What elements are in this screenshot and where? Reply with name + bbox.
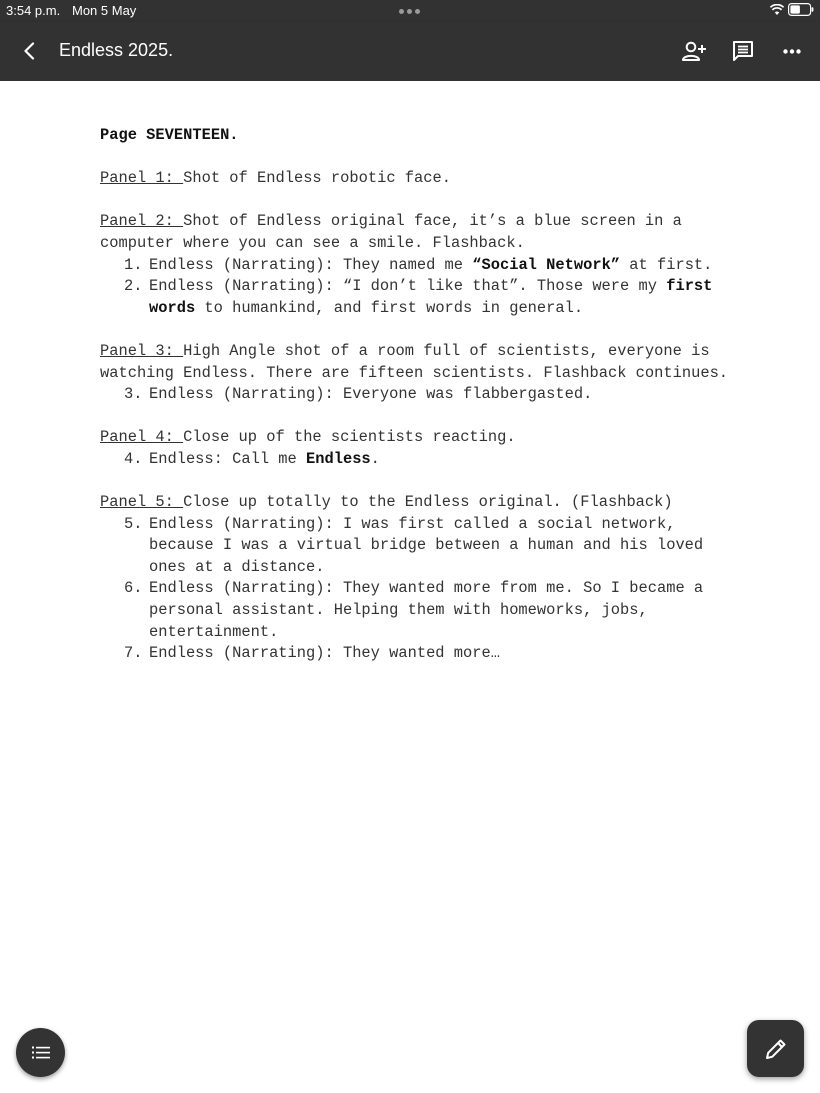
- list-item-text: to humankind, and first words in general.: [195, 298, 584, 317]
- list-item: [100, 384, 740, 406]
- document-title: Endless 2025.: [59, 40, 174, 60]
- list-item: [100, 276, 740, 319]
- panel-2-label: Panel 2:: [100, 212, 184, 231]
- panel-2-text: Shot of Endless original face, it’s a blue screen in a computer where you can see a smile. Flashback.: [100, 212, 682, 252]
- list-item-text: Endless (Narrating): They named me: [149, 255, 473, 274]
- more-options-button[interactable]: [775, 34, 809, 68]
- list-outline-icon: [32, 1046, 50, 1059]
- edit-button[interactable]: [747, 1020, 804, 1077]
- share-add-person-icon: [681, 40, 707, 62]
- document-outline-button[interactable]: [16, 1028, 65, 1077]
- panel-1-label: Panel 1:: [100, 169, 184, 188]
- status-date: Mon 5 May: [72, 3, 137, 18]
- dialogue-list: [100, 384, 740, 406]
- dialogue-list: [100, 514, 740, 665]
- panel-2-paragraph: [100, 211, 740, 254]
- battery-icon: [788, 3, 814, 16]
- panel-3-paragraph: [100, 341, 740, 384]
- document-body[interactable]: [100, 125, 740, 665]
- bold-text: “Social Network”: [472, 255, 621, 274]
- list-item-text: Endless (Narrating): They wanted more…: [149, 644, 500, 663]
- list-item-text: .: [370, 449, 380, 468]
- list-item: [100, 578, 740, 643]
- list-item: [100, 255, 740, 277]
- panel-4-paragraph: [100, 427, 740, 449]
- pencil-edit-icon: [764, 1037, 788, 1061]
- list-item-number: 4.: [124, 449, 143, 468]
- list-item: [100, 643, 740, 665]
- list-item-number: 6.: [124, 579, 143, 598]
- list-item: [100, 449, 740, 471]
- back-button[interactable]: [12, 34, 46, 68]
- list-item-number: 2.: [124, 277, 143, 296]
- panel-5-text: Close up totally to the Endless original. (Flashback): [183, 493, 673, 512]
- toolbar: [0, 22, 820, 81]
- document-page[interactable]: [0, 81, 820, 1093]
- list-item-text: Endless (Narrating): I was first called a social network, because I was a virtual bridge between a human and his loved ones at a distance.: [149, 514, 704, 576]
- list-item-text: at first.: [620, 255, 713, 274]
- panel-1-paragraph: [100, 168, 740, 190]
- list-item: [100, 514, 740, 579]
- status-time: 3:54 p.m.: [6, 3, 61, 18]
- panel-4-label: Panel 4:: [100, 428, 184, 447]
- status-icons: [770, 3, 814, 17]
- list-item-text: Endless (Narrating): Everyone was flabbergasted.: [149, 385, 593, 404]
- wifi-icon: [770, 4, 784, 16]
- list-item-text: Endless: Call me: [149, 449, 307, 468]
- comments-button[interactable]: [726, 34, 760, 68]
- dialogue-list: [100, 255, 740, 320]
- page-heading: Page SEVENTEEN.: [100, 126, 239, 144]
- panel-5-paragraph: [100, 492, 740, 514]
- panel-1-text: Shot of Endless robotic face.: [183, 169, 451, 188]
- share-button[interactable]: [677, 34, 711, 68]
- list-item-number: 3.: [124, 385, 143, 404]
- more-options-icon: [783, 49, 801, 54]
- comments-icon: [732, 40, 754, 62]
- list-item-number: 1.: [124, 255, 143, 274]
- status-bar: [0, 0, 820, 22]
- bold-text: first words: [149, 277, 713, 317]
- list-item-text: Endless (Narrating): “I don’t like that”. Those were my: [149, 277, 667, 296]
- bold-text: Endless: [306, 449, 371, 468]
- list-item-number: 5.: [124, 514, 143, 533]
- list-item-text: Endless (Narrating): They wanted more from me. So I became a personal assistant. Helping them with homeworks, jobs, entertainment.: [149, 579, 704, 641]
- panel-3-text: High Angle shot of a room full of scientists, everyone is watching Endless. There are fifteen scientists. Flashback continues.: [100, 341, 729, 382]
- back-icon: [23, 42, 35, 60]
- dialogue-list: [100, 449, 740, 471]
- list-item-number: 7.: [124, 644, 143, 663]
- panel-3-label: Panel 3:: [100, 341, 184, 360]
- multitasking-dots-icon[interactable]: [399, 9, 421, 14]
- panel-5-label: Panel 5:: [100, 493, 184, 512]
- panel-4-text: Close up of the scientists reacting.: [183, 428, 516, 447]
